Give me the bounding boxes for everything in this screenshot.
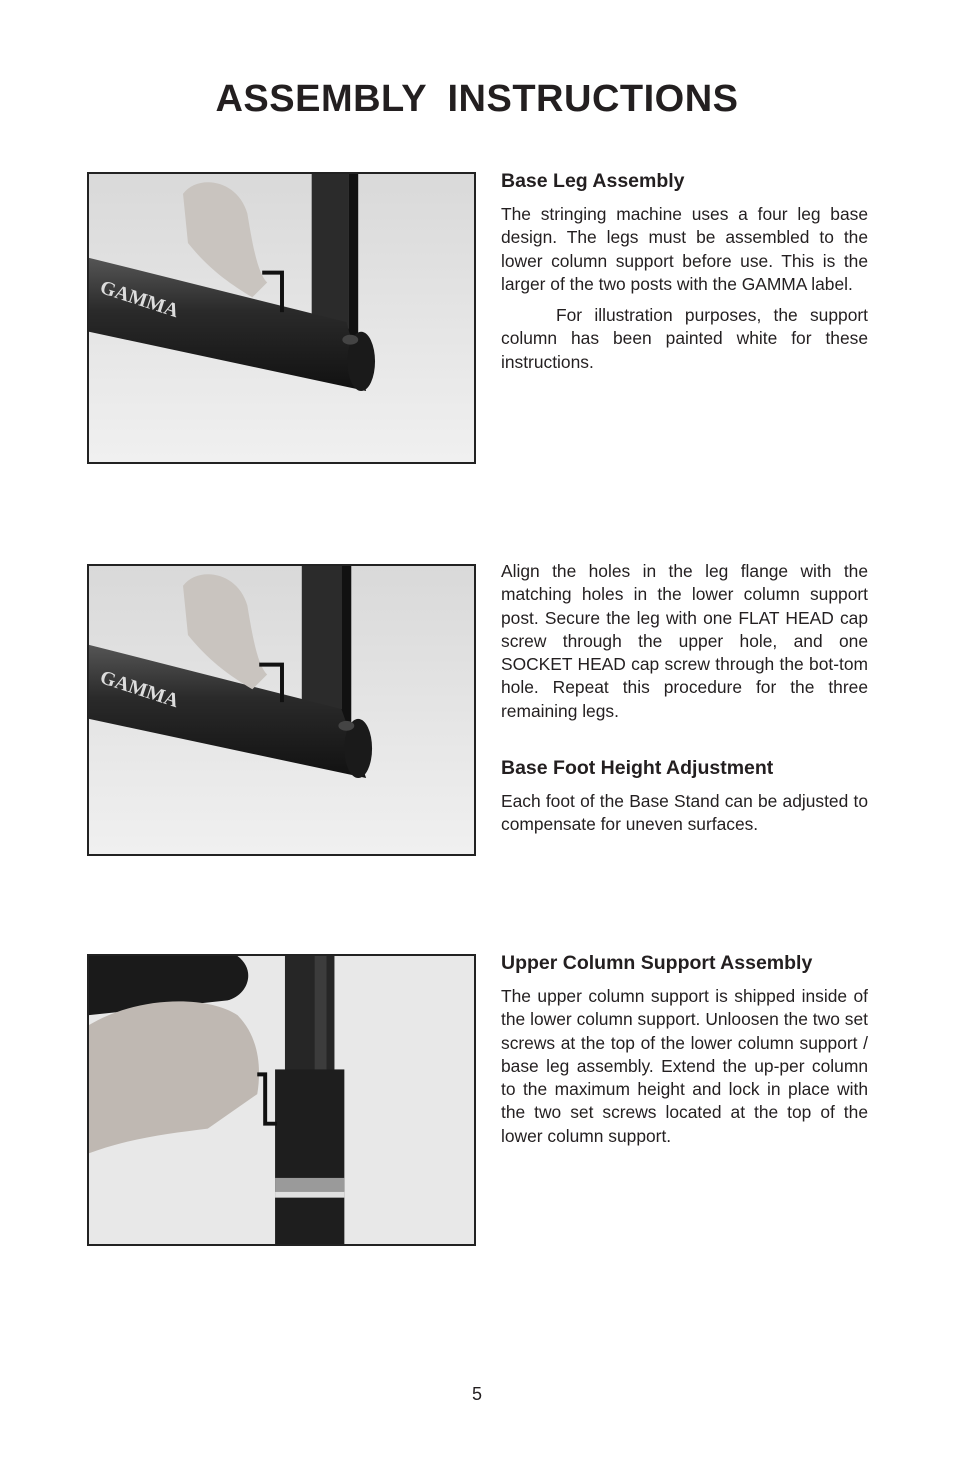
page-number: 5	[471, 1384, 482, 1404]
gamma-label: GAMMA	[97, 276, 182, 323]
paragraph: The stringing machine uses a four leg base design. The legs must be assembled to the lower column support before use. This is the larger of the two posts with the GAMMA label.	[501, 204, 868, 294]
page-title: ASSEMBLY INSTRUCTIONS	[215, 78, 739, 120]
gamma-label: GAMMA	[97, 666, 182, 713]
paragraph: Each foot of the Base Stand can be adjusted to compensate for uneven surfaces.	[501, 791, 868, 835]
photo-upper-column-assembly	[87, 954, 476, 1246]
section-heading: Base Foot Height Adjustment	[501, 757, 774, 780]
paragraph: For illustration purposes, the support column has been painted white for these instructions.	[501, 305, 868, 372]
photo-base-leg-assembly	[87, 172, 476, 464]
section-heading: Base Leg Assembly	[501, 170, 685, 192]
paragraph: Align the holes in the leg flange with the matching holes in the lower column support post. Secure the leg with one FLAT HEAD cap screw through the upper hole, and one SOCKET HEAD cap screw through the bot-tom hole. Repeat this procedure for the three remaining legs.	[501, 561, 868, 721]
photo-leg-flange-alignment	[87, 564, 476, 856]
section-heading: Upper Column Support Assembly	[501, 952, 813, 974]
paragraph: The upper column support is shipped inside of the lower column support. Unloosen the two set screws at the top of the lower column support / base leg assembly. Extend the up-per column to the maximum height and lock in place with the two set screws located at the top of the lower column support.	[501, 986, 868, 1146]
